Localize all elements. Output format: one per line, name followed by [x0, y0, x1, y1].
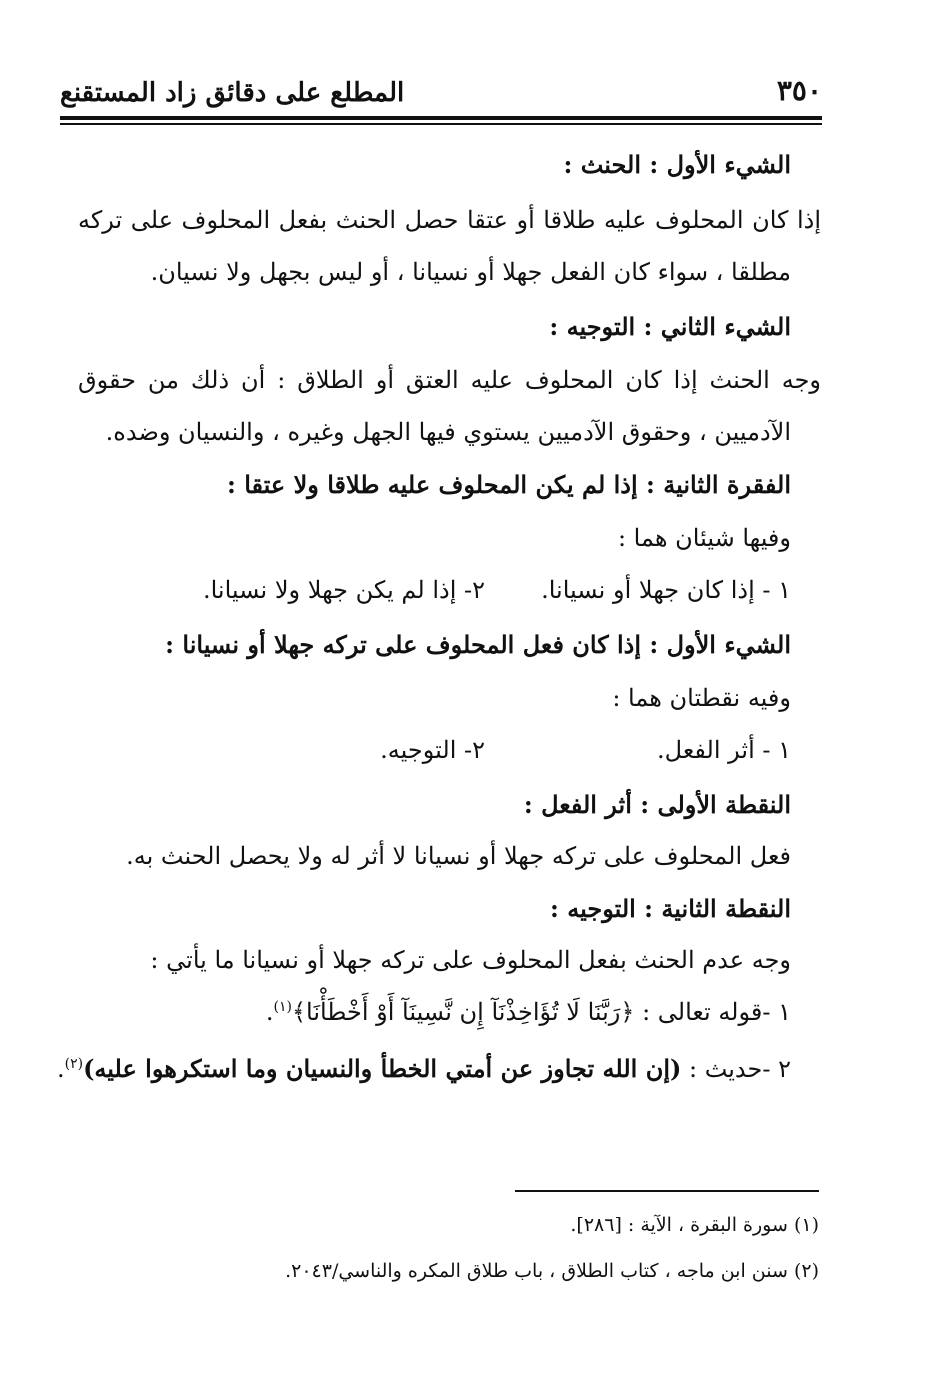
heading-second-paragraph: الفقرة الثانية : إذا لم يكن المحلوف عليه طلاقا ولا عتقا : — [227, 470, 791, 499]
list-prefix: ١ -قوله تعالى : ﴿ — [620, 998, 791, 1026]
heading-first-thing-ignorance: الشيء الأول : إذا كان فعل المحلوف على تركه جهلا أو نسيانا : — [165, 630, 791, 659]
page-header — [60, 70, 822, 116]
list-item: ١ - أثر الفعل. — [657, 736, 791, 764]
line-end: . — [56, 1055, 65, 1083]
header-rule-thin — [60, 123, 822, 125]
page-number: ٣٥٠ — [776, 74, 822, 107]
header-rule-thick — [60, 116, 822, 120]
footnote: (١) سورة البقرة ، الآية : [٢٨٦]. — [570, 1214, 819, 1236]
paragraph-line: فعل المحلوف على تركه جهلا أو نسيانا لا أثر له ولا يحصل الحنث به. — [126, 842, 791, 870]
paragraph-line: وفيه نقطتان هما : — [612, 684, 791, 712]
heading-first-thing: الشيء الأول : الحنث : — [563, 150, 791, 179]
heading-second-point: النقطة الثانية : التوجيه : — [550, 894, 791, 923]
paragraph-line: الآدميين ، وحقوق الآدميين يستوي فيها الجهل وغيره ، والنسيان وضده. — [105, 418, 791, 446]
paragraph-line: وجه عدم الحنث بفعل المحلوف على تركه جهلا أو نسيانا ما يأتي : — [150, 946, 791, 974]
quran-evidence-line — [266, 998, 791, 1026]
heading-second-thing: الشيء الثاني : التوجيه : — [549, 312, 791, 341]
hadith-text: (إن الله تجاوز عن أمتي الخطأ والنسيان وما استكرهوا عليه) — [83, 1054, 682, 1083]
footnote-separator — [515, 1190, 819, 1192]
list-item: ٢- التوجيه. — [380, 736, 485, 764]
footnote-ref: (١) — [273, 999, 292, 1015]
paragraph-line: وجه الحنث إذا كان المحلوف عليه العتق أو الطلاق : أن ذلك من حقوق — [78, 366, 821, 394]
line-end: . — [265, 998, 274, 1026]
hadith-evidence-line — [57, 1054, 791, 1083]
list-item: ١ - إذا كان جهلا أو نسيانا. — [541, 576, 791, 604]
list-item: ٢- إذا لم يكن جهلا ولا نسيانا. — [202, 576, 485, 604]
quran-bracket: ﴾ — [291, 998, 306, 1026]
heading-first-point: النقطة الأولى : أثر الفعل : — [523, 790, 791, 819]
paragraph-line: وفيها شيئان هما : — [617, 524, 791, 552]
quran-verse: رَبَّنَا لَا تُؤَاخِذْنَآ إِن نَّسِينَآ أَوْ أَخْطَأْنَا — [306, 998, 621, 1026]
list-prefix: ٢ -حديث : — [681, 1055, 791, 1083]
footnote: (٢) سنن ابن ماجه ، كتاب الطلاق ، باب طلاق المكره والناسي/٢٠٤٣. — [285, 1260, 819, 1282]
paragraph-line: مطلقا ، سواء كان الفعل جهلا أو نسيانا ، أو ليس بجهل ولا نسيان. — [150, 258, 791, 286]
book-title: المطلع على دقائق زاد المستقنع — [60, 78, 405, 108]
footnote-ref: (٢) — [64, 1056, 84, 1072]
paragraph-line: إذا كان المحلوف عليه طلاقا أو عتقا حصل الحنث بفعل المحلوف على تركه — [78, 206, 821, 234]
